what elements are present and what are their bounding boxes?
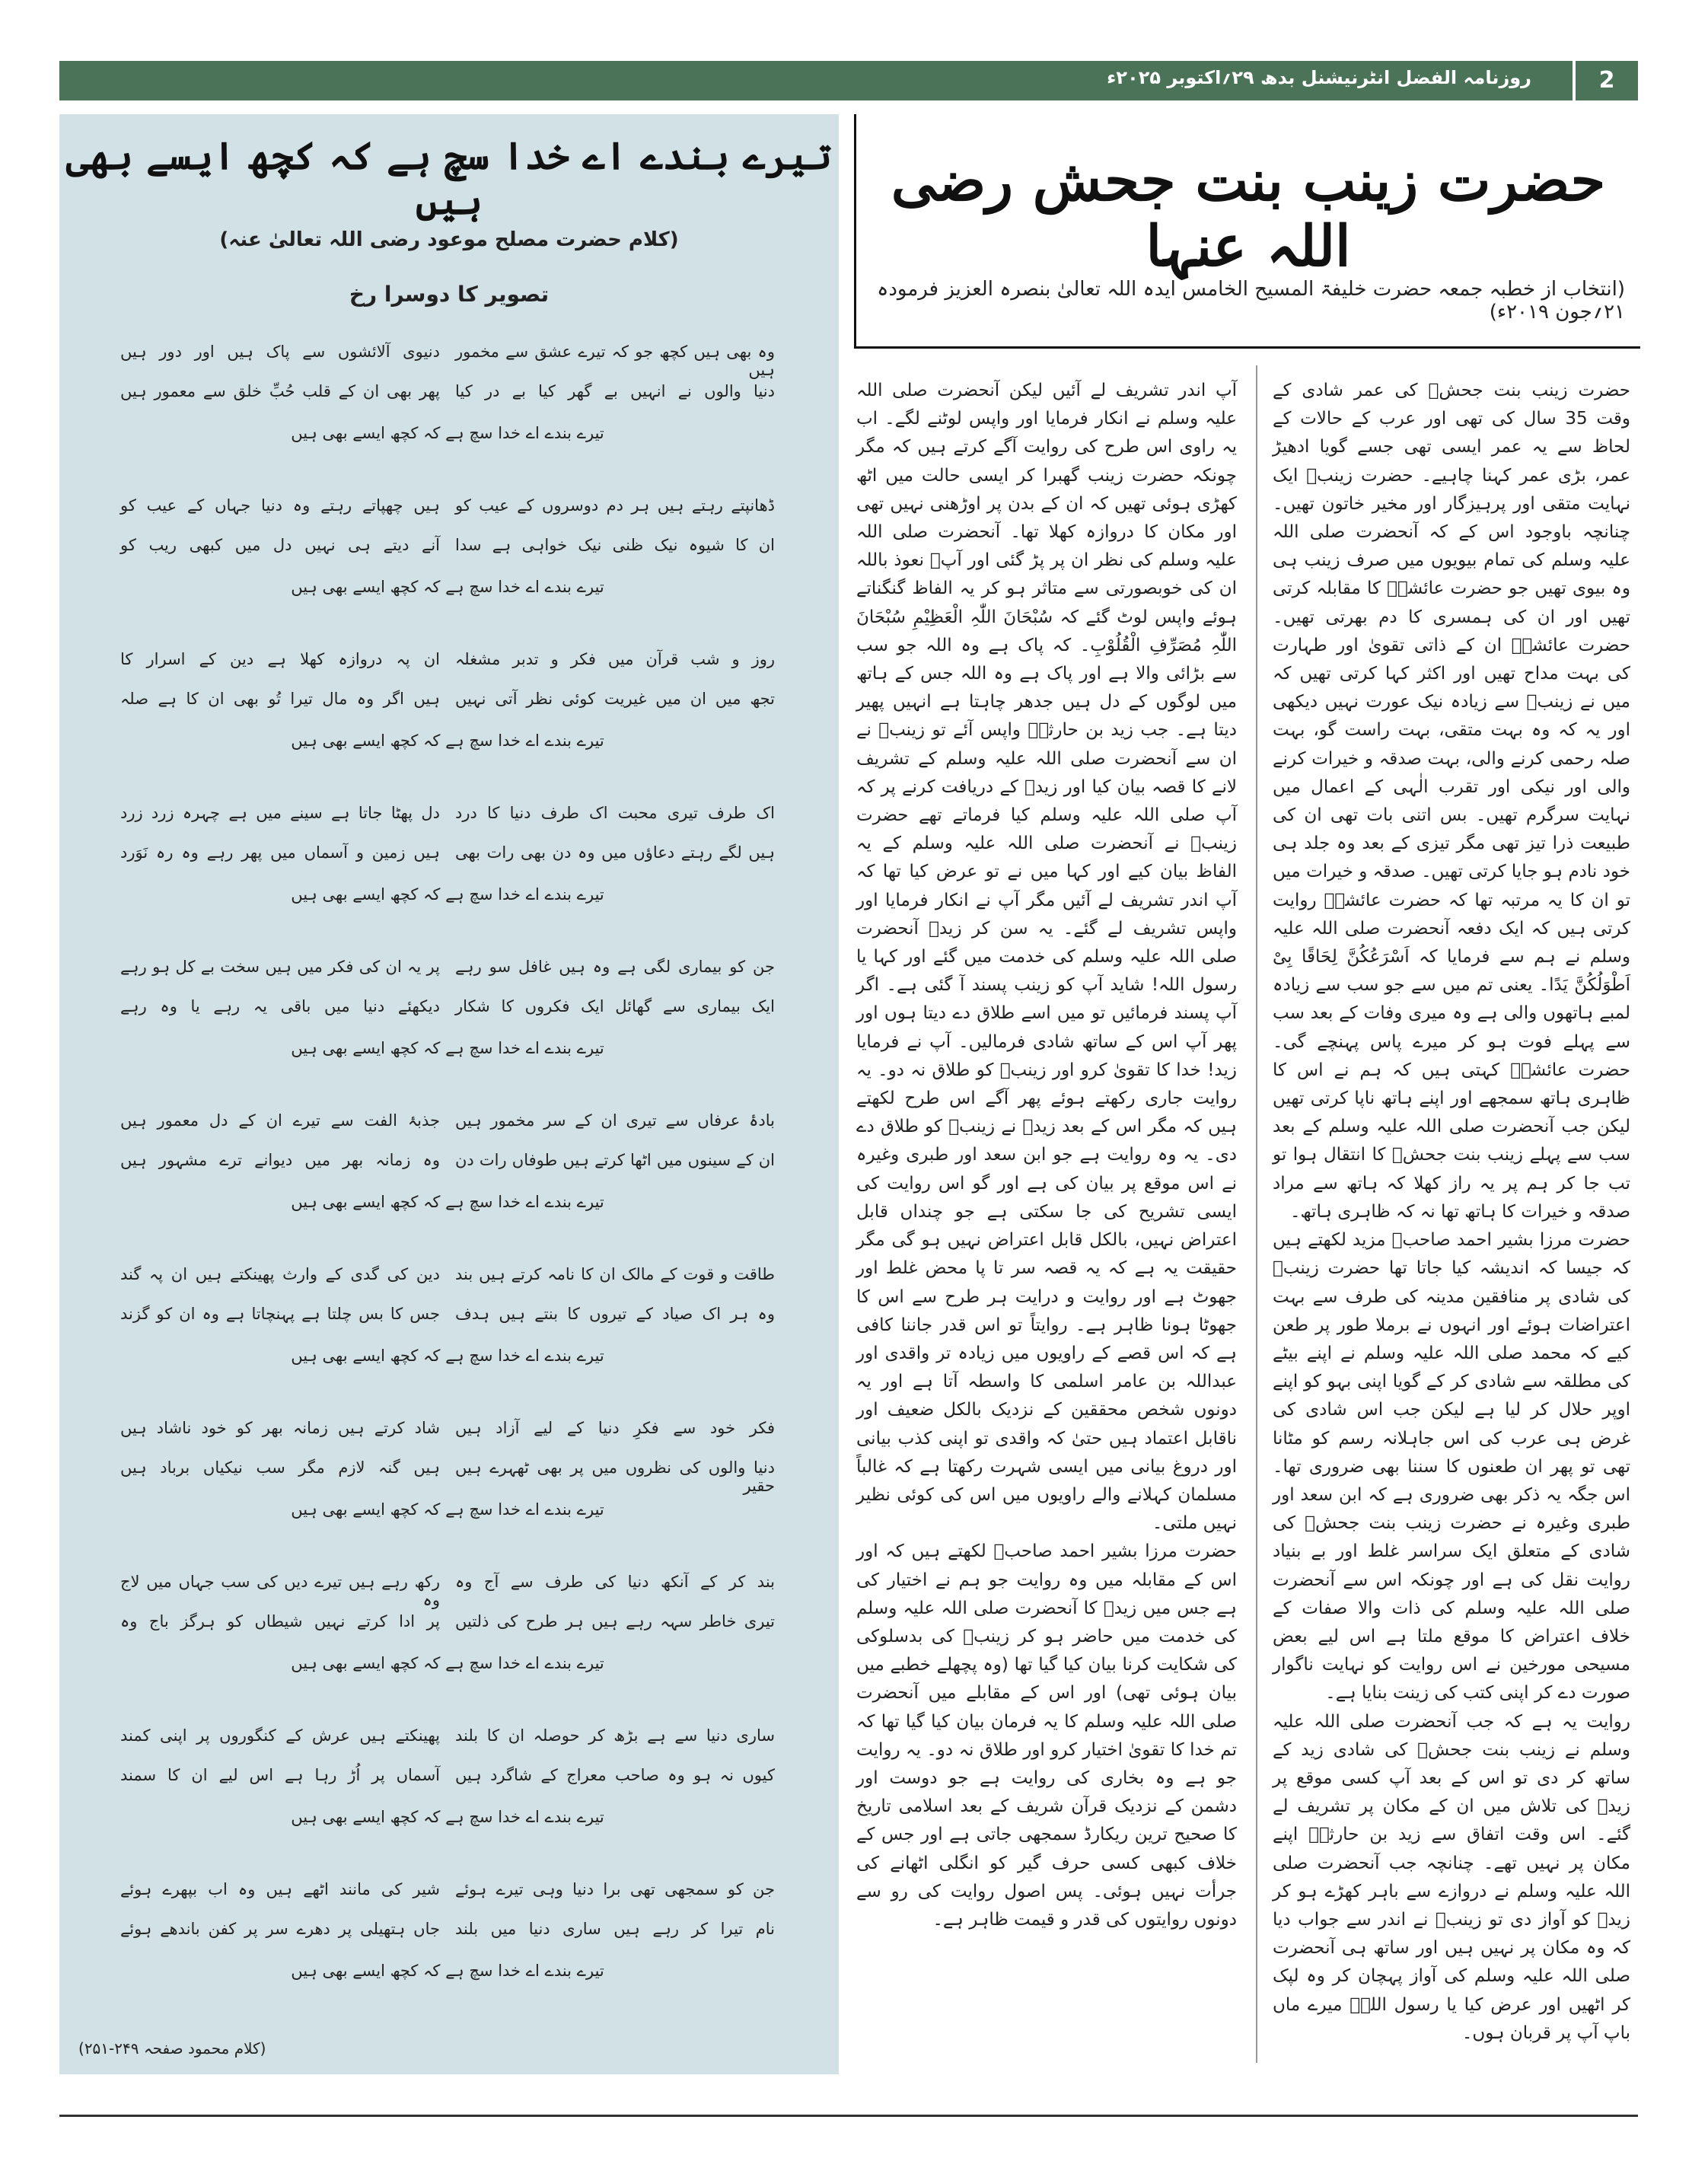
- verse-first-half: جن کو سمجھی تھی برا دنیا وہی تیرے ہوئے: [455, 1880, 775, 1898]
- poem-subtitle: تصویر کا دوسرا رخ: [349, 282, 550, 307]
- article-title: حضرت زینب بنت جحش رضی اللہ عنہا: [891, 148, 1606, 279]
- verse-second-half: ہیں اگر وہ مال تیرا تُو بھی ان کا ہے صلہ: [120, 690, 440, 708]
- couplet: [105, 690, 790, 729]
- verse-second-half: پر ادا کرتے نہیں شیطاں کو ہرگز باج وہ: [120, 1612, 440, 1630]
- couplet: [105, 382, 790, 422]
- article-intro: (انتخاب از خطبہ جمعہ حضرت خلیفۃ المسیح الخامس ایدہ اللہ تعالیٰ بنصرہ العزیز فرمودہ ۲۱؍جون ۲۰۱۹ء): [877, 278, 1625, 324]
- couplet: [105, 1920, 790, 1959]
- verse-first-half: تجھ میں ان میں غیریت کوئی نظر آتی نہیں: [455, 690, 775, 708]
- verse-first-half: کیوں نہ ہو وہ صاحب معراج کے شاگرد ہیں: [455, 1766, 775, 1784]
- couplet: [105, 1766, 790, 1806]
- couplet: [105, 536, 790, 575]
- article-column-1: [1273, 377, 1630, 2048]
- couplet: [105, 496, 790, 536]
- poem-refrain: تیرے بندے اے خدا سچ ہے کہ کچھ ایسے بھی ہیں: [291, 732, 604, 750]
- couplet: [105, 1305, 790, 1344]
- couplet: [105, 1111, 790, 1151]
- poem-stanza: [105, 650, 790, 769]
- verse-second-half: ان پہ دروازہ کھلا ہے دین کے اسرار کا: [120, 650, 440, 668]
- poem-stanza: [105, 1419, 790, 1538]
- poem-stanza: [105, 958, 790, 1076]
- poem-refrain: تیرے بندے اے خدا سچ ہے کہ کچھ ایسے بھی ہیں: [291, 578, 604, 596]
- verse-first-half: جن کو بیماری لگی ہے وہ ہیں غافل سو رہے: [455, 958, 775, 976]
- poem-refrain: تیرے بندے اے خدا سچ ہے کہ کچھ ایسے بھی ہیں: [291, 1039, 604, 1057]
- poem-stanza: [105, 1573, 790, 1691]
- verse-first-half: روز و شب قرآن میں فکر و تدبر مشغلہ: [455, 650, 775, 668]
- couplet: [105, 1265, 790, 1305]
- article-column-2: [856, 377, 1237, 1934]
- verse-second-half: آنے دیتے ہی نہیں دل میں کبھی ریب کو: [120, 536, 440, 554]
- verse-second-half: جذبۂ الفت سے تیرے ان کے دل معمور ہیں: [120, 1111, 440, 1130]
- poem-stanza: [105, 343, 790, 461]
- verse-first-half: وہ ہر اک صیاد کے تیروں کا بنتے ہیں ہدف: [455, 1305, 775, 1323]
- couplet: [105, 804, 790, 843]
- verse-first-half: ڈھانپتے رہتے ہیں ہر دم دوسروں کے عیب کو: [455, 496, 775, 515]
- poem-refrain: تیرے بندے اے خدا سچ ہے کہ کچھ ایسے بھی ہیں: [291, 1500, 604, 1519]
- couplet: [105, 843, 790, 883]
- verse-second-half: جس کا بس چلتا ہے پہنچاتا ہے وہ ان کو گزند: [120, 1305, 440, 1323]
- article-paragraph: روایت یہ ہے کہ جب آنحضرت صلی اللہ علیہ وسلم نے زینب بنت جحشؓ کی شادی زید کے ساتھ کر دی تو اس کے بعد آپ کسی موقع پر زیدؓ کی تلاش میں ان کے مکان پر تشریف لے گئے۔ اس وقت اتفاق سے زید بن حارثہؓ اپنے مکان پر نہیں تھے۔ چنانچہ جب آنحضرت صلی اللہ علیہ وسلم نے دروازے سے باہر کھڑے ہو کر زیدؓ کو آواز دی تو زینبؓ نے اندر سے جواب دیا کہ وہ مکان پر نہیں ہیں اور ساتھ ہی آنحضرت صلی اللہ علیہ وسلم کی آواز پہچان کر وہ لپک کر اٹھیں اور عرض کیا یا رسول اللہؐ میرے ماں باپ آپ پر قربان ہوں۔: [1273, 1711, 1630, 2043]
- couplet: [105, 958, 790, 997]
- verse-first-half: بند کر کے آنکھ دنیا کی طرف سے آج وہ: [455, 1573, 775, 1591]
- article-paragraph: حضرت زینب بنت جحشؓ کی عمر شادی کے وقت 35 سال کی تھی اور عرب کے حالات کے لحاظ سے یہ عمر ایسی تھی جسے گویا ادھیڑ عمر، بڑی عمر کہنا چاہیے۔ حضرت زینبؓ ایک نہایت متقی اور پرہیزگار اور مخیر خاتون تھیں۔ چنانچہ باوجود اس کے کہ آنحضرت صلی اللہ علیہ وسلم کی تمام بیویوں میں صرف زینب ہی وہ بیوی تھیں جو حضرت عائشہؓ کا مقابلہ کرتی تھیں اور ان کی ہمسری کا دم بھرتی تھیں۔ حضرت عائشہؓ ان کے ذاتی تقویٰ اور طہارت کی بہت مداح تھیں اور اکثر کہا کرتی تھیں کہ میں نے زینبؓ سے زیادہ نیک عورت نہیں دیکھی اور یہ کہ وہ بہت متقی، بہت راست گو، بہت صلہ رحمی کرنے والی، بہت صدقہ و خیرات کرنے والی اور نیکی اور تقرب الٰہی کے اعمال میں نہایت سرگرم تھیں۔ بس اتنی بات تھی ان کی طبیعت ذرا تیز تھی مگر تیزی کے بعد وہ جلد ہی خود نادم ہو جایا کرتی تھیں۔ صدقہ و خیرات میں تو ان کا یہ مرتبہ تھا کہ حضرت عائشہؓ روایت کرتی ہیں کہ ایک دفعہ آنحضرت صلی اللہ علیہ وسلم نے ہم سے فرمایا کہ اَسْرَعُکُنَّ لِحَاقًا بِیْ اَطْوَلُکُنَّ یَدًا۔ یعنی تم میں سے جو سب سے زیادہ لمبے ہاتھوں والی ہے وہ میری وفات کے بعد سب سے پہلے فوت ہو کر میرے پاس پہنچے گی۔ حضرت عائشہؓ کہتی ہیں کہ ہم نے اس کا ظاہری ہاتھ سمجھے اور اپنے ہاتھ ناپا کرتی تھیں لیکن جب آنحضرت صلی اللہ علیہ وسلم کے بعد سب سے پہلے زینب بنت جحشؓ کا انتقال ہوا تو تب جا کر ہم پر یہ راز کھلا کہ ہاتھ سے مراد صدقہ و خیرات کا ہاتھ تھا نہ کہ ظاہری ہاتھ۔: [1272, 381, 1631, 1222]
- poem-attribution: (کلام حضرت مصلح موعود رضی اللہ تعالیٰ عنہ): [219, 228, 679, 251]
- verse-second-half: دین کی گدی کے وارث پھینکتے ہیں ان پہ گند: [120, 1265, 440, 1283]
- verse-first-half: نام تیرا کر رہے ہیں ساری دنیا میں بلند: [455, 1920, 775, 1938]
- verse-second-half: ہیں زمین و آسماں میں پھر رہے وہ رہ نَوَرد: [120, 843, 440, 862]
- verse-first-half: ان کے سینوں میں اٹھا کرتے ہیں طوفاں رات دن: [455, 1151, 775, 1169]
- column-divider: [1256, 365, 1257, 2063]
- poem-stanza: [105, 1880, 790, 1999]
- poem-stanza: [105, 804, 790, 923]
- poem-refrain: تیرے بندے اے خدا سچ ہے کہ کچھ ایسے بھی ہیں: [291, 1654, 604, 1672]
- couplet: [105, 1573, 790, 1612]
- article-paragraph: حضرت مرزا بشیر احمد صاحبؓ مزید لکھتے ہیں کہ جیسا کہ اندیشہ کیا جاتا تھا حضرت زینبؓ کی شادی پر منافقین مدینہ کی طرف سے بہت اعتراضات ہوئے اور انہوں نے برملا طور پر طعن کیے کہ محمد صلی اللہ علیہ وسلم نے اپنے بیٹے کی مطلقہ سے شادی کر کے گویا اپنی بہو کو اپنے اوپر حلال کر لیا ہے لیکن جب اس شادی کی غرض ہی عرب کی اس جاہلانہ رسم کو مٹانا تھی تو پھر ان طعنوں کا سننا بھی ضروری تھا۔ اس جگہ یہ ذکر بھی ضروری ہے کہ ابن سعد اور طبری وغیرہ نے حضرت زینب بنت جحشؓ کی شادی کے متعلق ایک سراسر غلط اور بے بنیاد روایت نقل کی ہے اور چونکہ اس سے آنحضرت صلی اللہ علیہ وسلم کی ذات والا صفات کے خلاف اعتراض کا موقع ملتا ہے اس لیے بعض مسیحی مورخین نے اس روایت کو نہایت ناگوار صورت دے کر اپنی کتب کی زینت بنایا ہے۔: [1273, 1230, 1630, 1704]
- newspaper-masthead: روزنامہ الفضل انٹرنیشنل بدھ ۲۹؍اکتوبر ۲۰۲۵ء: [1107, 67, 1531, 88]
- poem-refrain: تیرے بندے اے خدا سچ ہے کہ کچھ ایسے بھی ہیں: [291, 1962, 604, 1980]
- poem-stanza: [105, 1111, 790, 1230]
- verse-first-half: ہیں لگے رہتے دعاؤں میں وہ دن بھی رات بھی: [455, 843, 775, 862]
- poem-title: تیرے بندے اے خدا سچ ہے کہ کچھ ایسے بھی ہیں: [65, 133, 833, 223]
- verse-second-half: پھر بھی ان کے قلب حُبِّ خلق سے معمور ہیں: [120, 382, 440, 400]
- verse-first-half: اک طرف تیری محبت اک طرف دنیا کا درد: [455, 804, 775, 822]
- verse-second-half: دل پھٹا جاتا ہے سینے میں ہے چہرہ زرد زرد: [120, 804, 440, 822]
- article-paragraph: آپ اندر تشریف لے آئیں لیکن آنحضرت صلی اللہ علیہ وسلم نے انکار فرمایا اور واپس لوٹنے لگے۔ اب یہ راوی اس طرح کی روایت آگے کرتے ہیں کہ مگر چونکہ حضرت زینب گھبرا کر ایسی حالت میں اٹھ کھڑی ہوئی تھیں کہ ان کے بدن پر اوڑھنی نہیں تھی اور مکان کا دروازہ کھلا تھا۔ آنحضرت صلی اللہ علیہ وسلم کی نظر ان پر پڑ گئی اور آپؐ نعوذ باللہ ان کی خوبصورتی سے متاثر ہو کر یہ الفاظ گنگناتے ہوئے واپس لوٹ گئے کہ سُبْحَانَ اللّٰہِ الْعَظِیْمِ سُبْحَانَ اللّٰہِ مُصَرِّفِ الْقُلُوْبِ۔ کہ پاک ہے وہ اللہ جو سب سے بڑائی والا ہے اور پاک ہے وہ اللہ جس کے ہاتھ میں لوگوں کے دل ہیں جدھر چاہتا ہے انہیں پھیر دیتا ہے۔ جب زید بن حارثہؓ واپس آئے تو زینبؓ نے ان سے آنحضرت صلی اللہ علیہ وسلم کے تشریف لانے کا قصہ بیان کیا اور زیدؓ کے دریافت کرنے پر کہ آپ صلی اللہ علیہ وسلم کیا فرماتے تھے حضرت زینبؓ نے آنحضرت صلی اللہ علیہ وسلم کے یہ الفاظ بیان کیے اور کہا میں نے تو عرض کیا تھا کہ آپ اندر تشریف لے آئیں مگر آپ نے انکار فرمایا اور واپس تشریف لے گئے۔ یہ سن کر زیدؓ آنحضرت صلی اللہ علیہ وسلم کی خدمت میں گئے اور کہا یا رسول اللہ! شاید آپ کو زینب پسند آ گئی ہے۔ اگر آپ پسند فرمائیں تو میں اسے طلاق دے دیتا ہوں اور پھر آپ اس کے ساتھ شادی فرمالیں۔ آپ نے فرمایا زید! خدا کا تقویٰ کرو اور زینبؓ کو طلاق نہ دو۔ یہ روایت جاری رکھتے ہوئے پھر آگے اس طرح لکھتے ہیں کہ مگر اس کے بعد زیدؓ نے زینبؓ کو طلاق دے دی۔ یہ وہ روایت ہے جو ابن سعد اور طبری وغیرہ نے اس موقع پر بیان کی ہے اور گو اس روایت کی ایسی تشریح کی جا سکتی ہے جو چنداں قابل اعتراض نہیں، بالکل قابل اعتراض نہیں ہو گی مگر حقیقت یہ ہے کہ یہ قصہ سر تا پا محض غلط اور جھوٹ ہے اور روایت و درایت ہر طرح سے اس کا جھوٹا ہونا ظاہر ہے۔ روایتاً تو اس قدر جاننا کافی ہے کہ اس قصے کے راویوں میں زیادہ تر واقدی اور عبداللہ بن عامر اسلمی کا واسطہ آتا ہے اور یہ دونوں شخص محققین کے نزدیک بالکل ضعیف اور ناقابل اعتماد ہیں حتیٰ کہ واقدی تو اپنی کذب بیانی اور دروغ بیانی میں ایسی شہرت رکھتا ہے کہ غالباً مسلمان کہلانے والے راویوں میں اس کی کوئی نظیر نہیں ملتی۔: [856, 381, 1237, 1534]
- verse-second-half: جاں ہتھیلی پر دھرے سر پر کفن باندھے ہوئے: [120, 1920, 440, 1938]
- verse-first-half: تیری خاطر سہہ رہے ہیں ہر طرح کی ذلتیں: [455, 1612, 775, 1630]
- verse-second-half: دیکھئے دنیا میں باقی یہ رہے یا وہ رہے: [120, 997, 440, 1015]
- verse-first-half: طاقت و قوت کے مالک ان کا نامہ کرتے ہیں بند: [455, 1265, 775, 1283]
- page-header: [59, 61, 1638, 100]
- verse-first-half: دنیا والوں نے انہیں بے گھر کیا بے در کیا: [455, 382, 775, 400]
- verse-first-half: دنیا والوں کی نظروں میں پر بھی ٹھہرے ہیں حقیر: [455, 1458, 775, 1495]
- verse-first-half: وہ بھی ہیں کچھ جو کہ تیرے عشق سے مخمور ہیں: [455, 343, 775, 379]
- verse-first-half: ان کا شیوہ نیک ظنی نیک خواہی ہے سدا: [455, 536, 775, 554]
- couplet: [105, 1151, 790, 1191]
- verse-second-half: وہ زمانہ بھر میں دیوانے ترے مشہور ہیں: [120, 1151, 440, 1169]
- footer-rule: [59, 2115, 1638, 2117]
- poem-stanza: [105, 1265, 790, 1384]
- couplet: [105, 1612, 790, 1652]
- poem-refrain: تیرے بندے اے خدا سچ ہے کہ کچھ ایسے بھی ہیں: [291, 885, 604, 904]
- verse-second-half: دنیوی آلائشوں سے پاک ہیں اور دور ہیں: [120, 343, 440, 361]
- poem-panel: [59, 114, 839, 2074]
- verse-first-half: ساری دنیا سے ہے بڑھ کر حوصلہ ان کا بلند: [455, 1726, 775, 1745]
- verse-second-half: شاد کرتے ہیں زمانہ بھر کو خود ناشاد ہیں: [120, 1419, 440, 1437]
- verse-second-half: آسماں پر اُڑ رہا ہے اس لیے ان کا سمند: [120, 1766, 440, 1784]
- poem-refrain: تیرے بندے اے خدا سچ ہے کہ کچھ ایسے بھی ہیں: [291, 1808, 604, 1826]
- couplet: [105, 1726, 790, 1766]
- verse-second-half: پر یہ ان کی فکر میں ہیں سخت بے کل ہو رہے: [120, 958, 440, 976]
- page-number: 2: [1573, 61, 1638, 100]
- article-paragraph: حضرت مرزا بشیر احمد صاحبؓ لکھتے ہیں کہ اور اس کے مقابلہ میں وہ روایت جو ہم نے اختیار کی ہے جس میں زیدؓ کا آنحضرت صلی اللہ علیہ وسلم کی خدمت میں حاضر ہو کر زینبؓ کی بدسلوکی کی شکایت کرنا بیان کیا گیا تھا (وہ پچھلے خطبے میں بیان ہوئی تھی) اور اس کے مقابلے میں آنحضرت صلی اللہ علیہ وسلم کا یہ فرمان بیان کیا گیا تھا کہ تم خدا کا تقویٰ اختیار کرو اور طلاق نہ دو۔ یہ روایت جو ہے وہ بخاری کی روایت ہے جو دوست اور دشمن کے نزدیک قرآن شریف کے بعد اسلامی تاریخ کا صحیح ترین ریکارڈ سمجھی جاتی ہے اور جس کے خلاف کبھی کسی حرف گیر کو انگلی اٹھانے کی جرأت نہیں ہوئی۔ پس اصول روایت کی رو سے دونوں روایتوں کی قدر و قیمت ظاہر ہے۔: [856, 1541, 1237, 1930]
- verse-second-half: ہیں گنہ لازم مگر سب نیکیاں برباد ہیں: [120, 1458, 440, 1477]
- couplet: [105, 1880, 790, 1920]
- poem-refrain: تیرے بندے اے خدا سچ ہے کہ کچھ ایسے بھی ہیں: [291, 1347, 604, 1365]
- poem-stanza: [105, 496, 790, 615]
- couplet: [105, 343, 790, 382]
- poem-stanza: [105, 1726, 790, 1845]
- couplet: [105, 650, 790, 690]
- poem-refrain: تیرے بندے اے خدا سچ ہے کہ کچھ ایسے بھی ہیں: [291, 424, 604, 442]
- poem-source: (کلام محمود صفحہ ۲۴۹-۲۵۱): [78, 2039, 266, 2058]
- verse-second-half: شیر کی مانند اٹھے ہیں وہ اب بپھرے ہوئے: [120, 1880, 440, 1898]
- verse-first-half: بادۂ عرفاں سے تیری ان کے سر مخمور ہیں: [455, 1111, 775, 1130]
- couplet: [105, 1419, 790, 1458]
- couplet: [105, 997, 790, 1037]
- verse-second-half: رکھ رہے ہیں تیرے دیں کی سب جہاں میں لاج وہ: [120, 1573, 440, 1609]
- verse-first-half: ایک بیماری سے گھائل ایک فکروں کا شکار: [455, 997, 775, 1015]
- poem-refrain: تیرے بندے اے خدا سچ ہے کہ کچھ ایسے بھی ہیں: [291, 1193, 604, 1211]
- verse-second-half: ہیں چھپاتے رہتے وہ دنیا جہاں کے عیب کو: [120, 496, 440, 515]
- verse-first-half: فکر خود سے فکرِ دنیا کے لیے آزاد ہیں: [455, 1419, 775, 1437]
- couplet: [105, 1458, 790, 1498]
- article-heading-box: [854, 114, 1640, 349]
- verse-second-half: پھینکتے ہیں عرش کے کنگوروں پر اپنی کمند: [120, 1726, 440, 1745]
